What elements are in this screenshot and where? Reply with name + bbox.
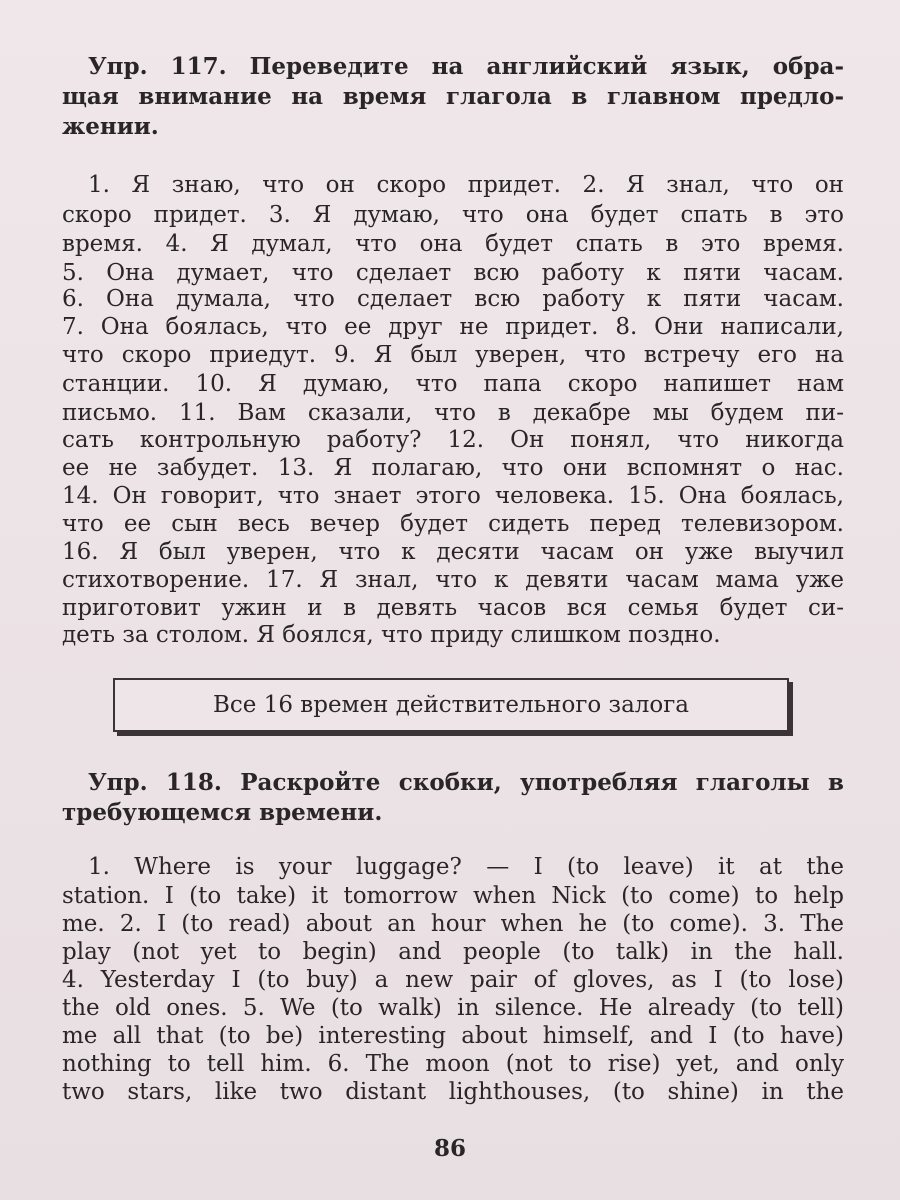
exercise-117-body-line: 5. Она думает, что сделает всю работу к пяти часам. xyxy=(62,260,844,286)
exercise-118-body-line: 1. Where is your luggage? — I (to leave) it at the xyxy=(88,854,844,880)
exercise-118-body-line: me all that (to be) interesting about himself, and I (to have) xyxy=(62,1023,844,1049)
exercise-117-body-line: 1. Я знаю, что он скоро придет. 2. Я знал, что он xyxy=(88,172,844,198)
exercise-117-body-line: 7. Она боялась, что ее друг не придет. 8. Они написали, xyxy=(62,314,844,340)
exercise-117-heading-line: Упр. 117. Переведите на английский язык, обра- xyxy=(88,53,844,80)
exercise-117-body-line: 6. Она думала, что сделает всю работу к пяти часам. xyxy=(62,286,844,312)
exercise-117-body-line: что скоро приедут. 9. Я был уверен, что встречу его на xyxy=(62,342,844,368)
exercise-117-body-line: 14. Он говорит, что знает этого человека. 15. Она боялась, xyxy=(62,483,844,509)
exercise-117-body-line: станции. 10. Я думаю, что папа скоро напишет нам xyxy=(62,371,844,397)
exercise-118-body-line: me. 2. I (to read) about an hour when he (to come). 3. The xyxy=(62,911,844,937)
exercise-117-body-line: деть за столом. Я боялся, что приду слишком поздно. xyxy=(62,622,721,648)
exercise-117-body-line: скоро придет. 3. Я думаю, что она будет спать в это xyxy=(62,202,844,228)
exercise-117-body-line: письмо. 11. Вам сказали, что в декабре мы будем пи- xyxy=(62,400,844,426)
exercise-117-heading-line: жении. xyxy=(62,113,159,140)
exercise-117-body-line: время. 4. Я думал, что она будет спать в это время. xyxy=(62,231,844,257)
exercise-117-heading-line: щая внимание на время глагола в главном предло- xyxy=(62,83,844,110)
exercise-118-body-line: nothing to tell him. 6. The moon (not to rise) yet, and only xyxy=(62,1051,844,1077)
page-number: 86 xyxy=(433,1135,466,1162)
exercise-118-body-line: station. I (to take) it tomorrow when Nick (to come) to help xyxy=(62,883,844,909)
exercise-118-body-line: 4. Yesterday I (to buy) a new pair of gloves, as I (to lose) xyxy=(62,967,844,993)
exercise-117-body-line: ее не забудет. 13. Я полагаю, что они вспомнят о нас. xyxy=(62,455,844,481)
exercise-117-body-line: что ее сын весь вечер будет сидеть перед телевизором. xyxy=(62,511,844,537)
exercise-117-body-line: приготовит ужин и в девять часов вся семья будет си- xyxy=(62,595,844,621)
exercise-118-body-line: the old ones. 5. We (to walk) in silence. He already (to tell) xyxy=(62,995,844,1021)
exercise-117-body-line: 16. Я был уверен, что к десяти часам он уже выучил xyxy=(62,539,844,565)
exercise-118-body-line: two stars, like two distant lighthouses, (to shine) in the xyxy=(62,1079,844,1105)
exercise-117-body-line: сать контрольную работу? 12. Он понял, что никогда xyxy=(62,427,844,453)
section-title-box xyxy=(113,678,789,732)
exercise-118-heading-line: Упр. 118. Раскройте скобки, употребляя глаголы в xyxy=(88,769,844,796)
exercise-118-heading-line: требующемся времени. xyxy=(62,799,383,826)
exercise-118-body-line: play (not yet to begin) and people (to talk) in the hall. xyxy=(62,939,844,965)
exercise-117-body-line: стихотворение. 17. Я знал, что к девяти часам мама уже xyxy=(62,567,844,593)
section-title: Все 16 времен действительного залога xyxy=(212,692,690,718)
